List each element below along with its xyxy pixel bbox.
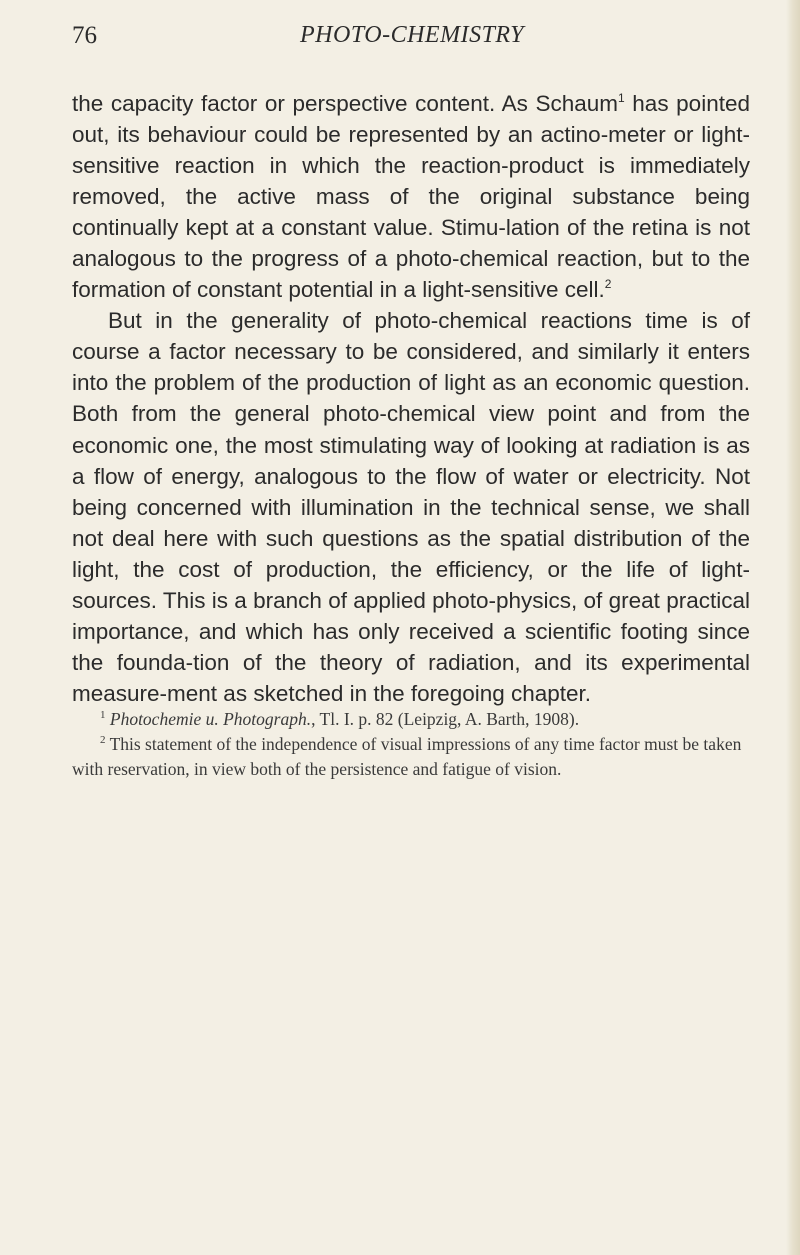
footnote-ref-2: 2	[604, 277, 612, 292]
footnote-1-text: , Tl. I. p. 82 (Leipzig, A. Barth, 1908).	[311, 709, 580, 729]
page-header	[72, 22, 752, 70]
body-text	[72, 88, 750, 709]
footnote-2	[72, 732, 750, 782]
footnote-1	[72, 707, 750, 732]
footnote-1-title: Photochemie u. Photograph.	[109, 709, 312, 729]
footnotes	[72, 707, 750, 782]
paragraph-1-end: has pointed out, its behaviour could be represented by an actino-meter or light-sensitive reaction in which the reaction-product is immediately removed, the active mass of the original substance being continually kept at a constant value. Stimu-lation of the retina is not analogous to the progress of a photo-chemical reaction, but to the formation of constant potential in a light-sensitive cell.	[72, 91, 750, 303]
footnote-1-mark: 1	[100, 709, 106, 721]
page-number: 76	[72, 22, 97, 49]
running-title: PHOTO-CHEMISTRY	[300, 22, 524, 48]
paragraph-1	[72, 88, 750, 305]
footnote-2-text: This statement of the independence of visual impressions of any time factor must be taken with reservation, in view both of the persistence and fatigue of vision.	[72, 734, 742, 779]
paragraph-1-start: the capacity factor or perspective content. As Schaum	[72, 91, 618, 116]
footnote-ref-1: 1	[618, 91, 625, 105]
footnote-2-mark: 2	[100, 734, 106, 746]
page-edge-shadow	[786, 0, 800, 1255]
paragraph-2: But in the generality of photo-chemical reactions time is of course a factor necessary to be considered, and similarly it enters into the problem of the production of light as an economic question. Both from the general photo-chemical view point and from the economic one, the most stimulating way of looking at radiation is as a flow of energy, analogous to the flow of water or electricity. Not being concerned with illumination in the technical sense, we shall not deal here with such questions as the spatial distribution of the light, the cost of production, the efficiency, or the life of light-sources. This is a branch of applied photo-physics, of great practical importance, and which has only received a scientific footing since the founda-tion of the theory of radiation, and its experimental measure-ment as sketched in the foregoing chapter.	[72, 308, 750, 706]
